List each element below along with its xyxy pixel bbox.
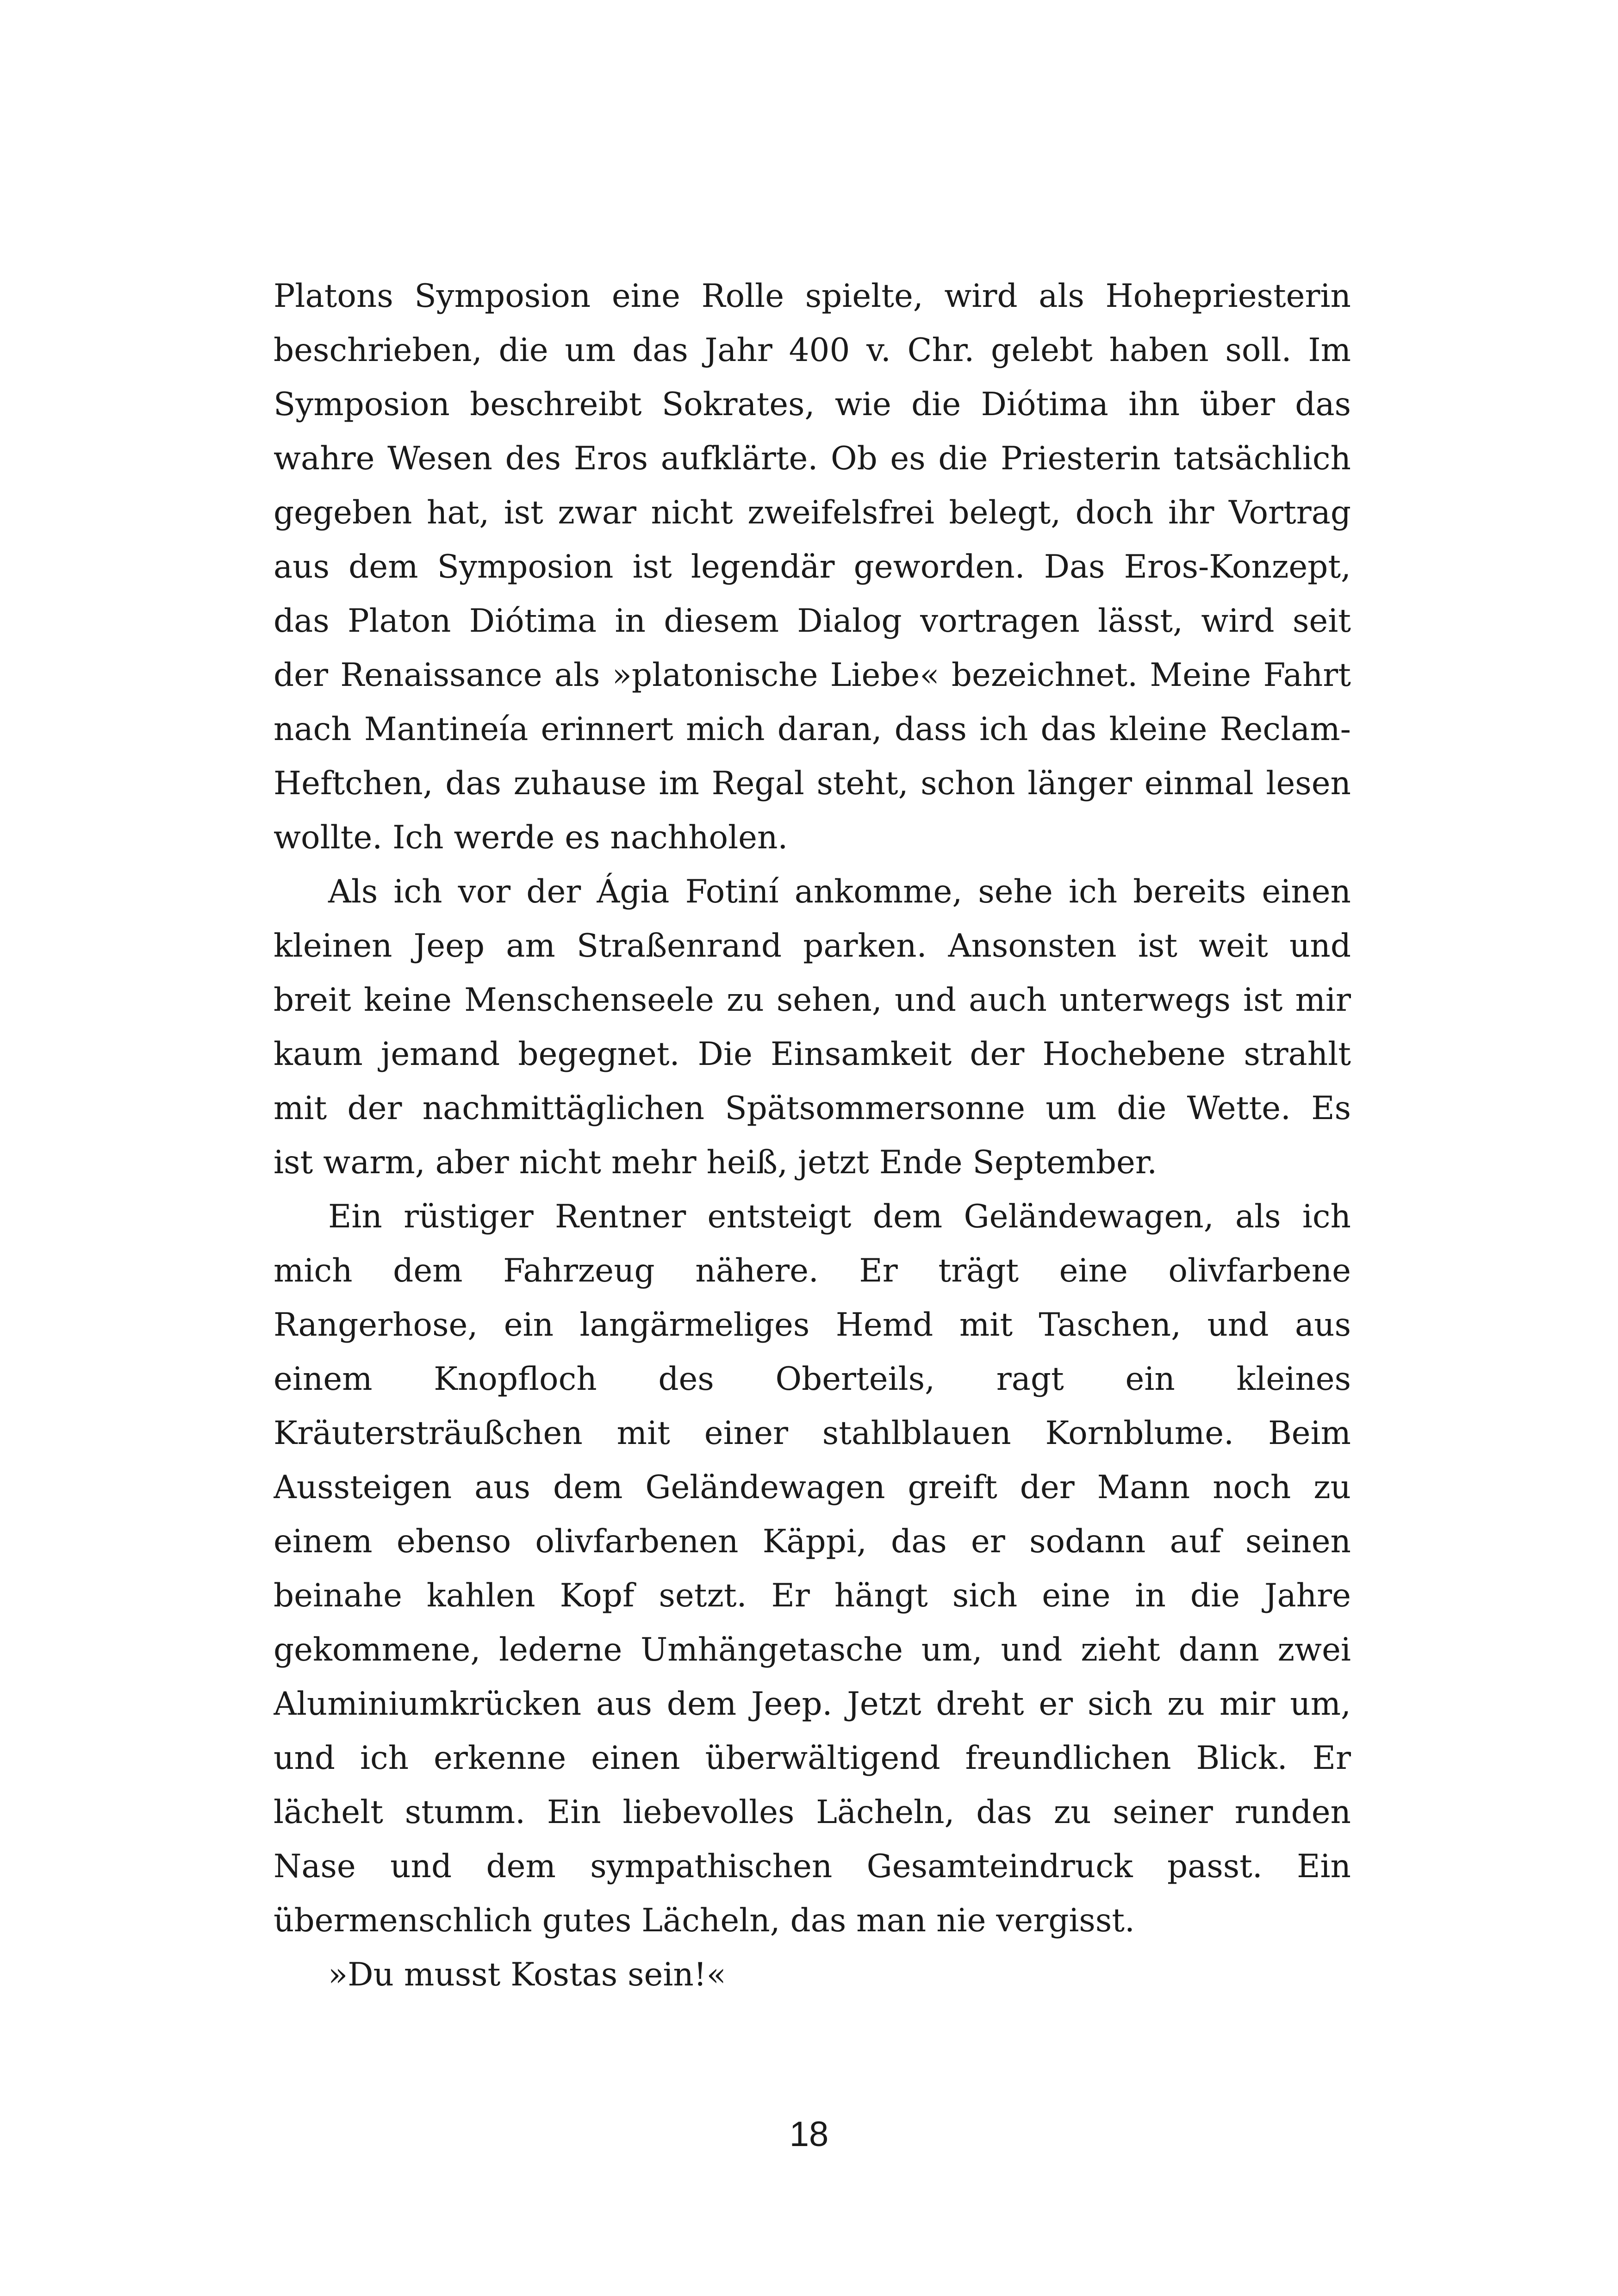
text-line: lächelt stumm. Ein liebevolles Lächeln, das zu seiner runden (274, 1794, 1351, 1831)
text-line: wollte. Ich werde es nachholen. (274, 819, 788, 856)
text-line: ist warm, aber nicht mehr heiß, jetzt Ende September. (274, 1144, 1157, 1181)
paragraph (274, 1948, 1351, 2002)
text-line: breit keine Menschenseele zu sehen, und auch unterwegs ist mir (274, 982, 1351, 1019)
text-line: wahre Wesen des Eros aufklärte. Ob es die Priesterin tatsächlich (274, 440, 1351, 477)
text-line: das Platon Diótima in diesem Dialog vortragen lässt, wird seit (274, 603, 1351, 640)
text-line: mich dem Fahrzeug nähere. Er trägt eine olivfarbene (274, 1252, 1351, 1289)
text-line: einem Knopfloch des Oberteils, ragt ein kleines (274, 1361, 1351, 1398)
text-line: Kräutersträußchen mit einer stahlblauen Kornblume. Beim (274, 1415, 1351, 1452)
paragraph (274, 1190, 1351, 1948)
text-line: aus dem Symposion ist legendär geworden. Das Eros-Konzept, (274, 548, 1351, 585)
text-line: Symposion beschreibt Sokrates, wie die Diótima ihn über das (274, 386, 1351, 423)
text-line: mit der nachmittäglichen Spätsommersonne um die Wette. Es (274, 1090, 1351, 1127)
text-line: übermenschlich gutes Lächeln, das man nie vergisst. (274, 1902, 1135, 1939)
text-line: Als ich vor der Ágia Fotiní ankomme, sehe ich bereits einen (328, 873, 1351, 910)
paragraph (274, 269, 1351, 865)
text-line: Platons Symposion eine Rolle spielte, wird als Hohepriesterin (274, 278, 1351, 315)
text-line: kaum jemand begegnet. Die Einsamkeit der Hochebene strahlt (274, 1036, 1351, 1073)
text-line: Aussteigen aus dem Geländewagen greift der Mann noch zu (274, 1469, 1351, 1506)
body-text (274, 269, 1351, 2002)
text-line: beinahe kahlen Kopf setzt. Er hängt sich eine in die Jahre (274, 1577, 1351, 1614)
text-line: gegeben hat, ist zwar nicht zweifelsfrei belegt, doch ihr Vortrag (274, 494, 1351, 531)
text-line: Rangerhose, ein langärmeliges Hemd mit Taschen, und aus (274, 1307, 1351, 1344)
text-line: gekommene, lederne Umhängetasche um, und zieht dann zwei (274, 1631, 1351, 1668)
page-number: 18 (789, 2115, 829, 2154)
text-line: der Renaissance als »platonische Liebe« bezeichnet. Meine Fahrt (274, 657, 1351, 694)
text-line: Heftchen, das zuhause im Regal steht, schon länger einmal lesen (274, 765, 1351, 802)
text-line: kleinen Jeep am Straßenrand parken. Ansonsten ist weit und (274, 927, 1351, 964)
text-line: beschrieben, die um das Jahr 400 v. Chr. gelebt haben soll. Im (274, 332, 1351, 369)
text-line: Nase und dem sympathischen Gesamteindruck passt. Ein (274, 1848, 1351, 1885)
text-line: und ich erkenne einen überwältigend freundlichen Blick. Er (274, 1740, 1351, 1777)
text-line: Ein rüstiger Rentner entsteigt dem Geländewagen, als ich (328, 1198, 1351, 1235)
text-line: Aluminiumkrücken aus dem Jeep. Jetzt dreht er sich zu mir um, (274, 1686, 1351, 1723)
text-line: einem ebenso olivfarbenen Käppi, das er sodann auf seinen (274, 1523, 1351, 1560)
text-line: nach Mantineía erinnert mich daran, dass ich das kleine Reclam- (274, 711, 1351, 748)
paragraph (274, 865, 1351, 1190)
text-line: »Du musst Kostas sein!« (328, 1956, 726, 1993)
